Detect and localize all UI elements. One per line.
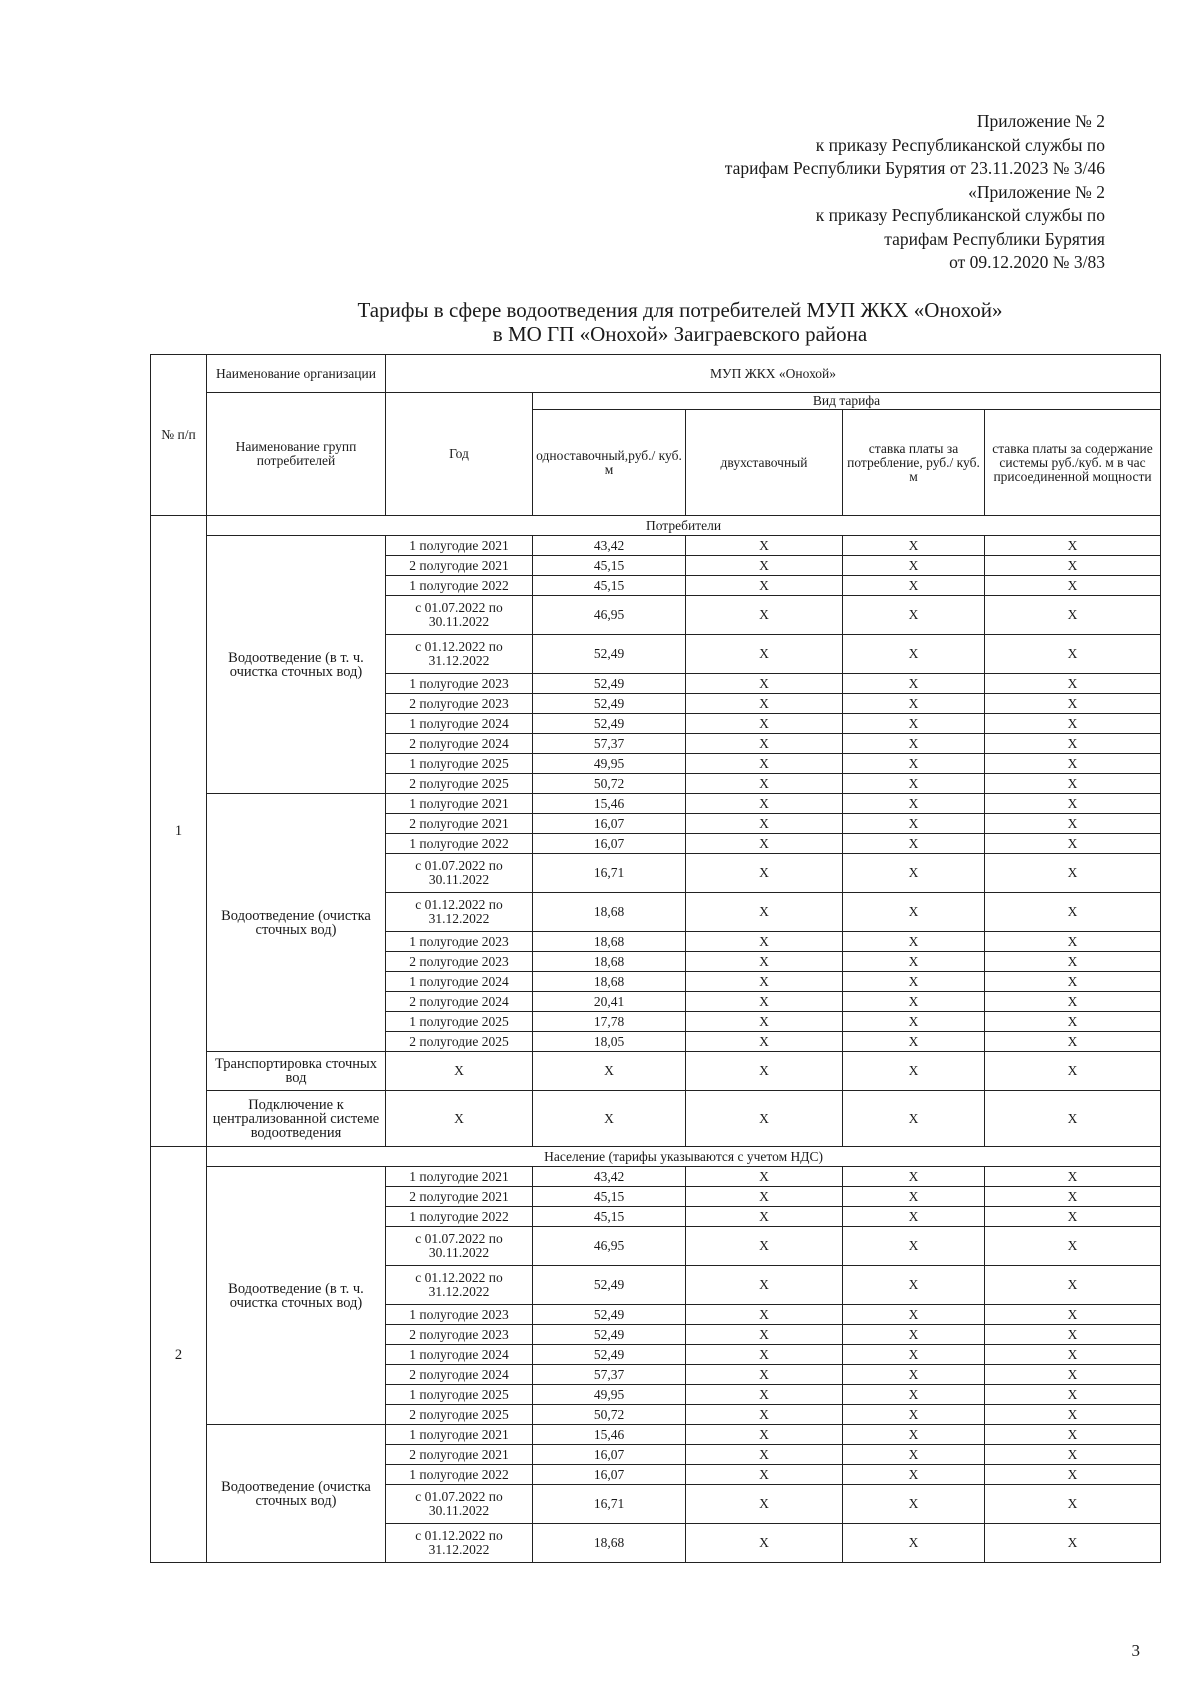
one-rate-value: 16,07 xyxy=(533,834,686,854)
two-rate-value: X xyxy=(686,1305,843,1325)
two-rate-value: X xyxy=(686,1012,843,1032)
header-line: от 09.12.2020 № 3/83 xyxy=(949,252,1105,272)
usage-rate-value: X xyxy=(843,1325,985,1345)
one-rate-value: 15,46 xyxy=(533,1425,686,1445)
usage-rate-value: X xyxy=(843,1091,985,1147)
two-rate-value: X xyxy=(686,1167,843,1187)
one-rate-value: 16,71 xyxy=(533,854,686,893)
period-cell: с 01.12.2022 по 31.12.2022 xyxy=(386,1266,533,1305)
maintenance-rate-value: X xyxy=(985,1227,1161,1266)
one-rate-value: 46,95 xyxy=(533,596,686,635)
period-cell: 2 полугодие 2021 xyxy=(386,814,533,834)
one-rate-value: 49,95 xyxy=(533,1385,686,1405)
usage-rate-value: X xyxy=(843,1167,985,1187)
period-cell: с 01.12.2022 по 31.12.2022 xyxy=(386,893,533,932)
table-row xyxy=(151,1425,1161,1445)
one-rate-value: 18,68 xyxy=(533,932,686,952)
usage-rate-value: X xyxy=(843,714,985,734)
col-header-org: Наименование организации xyxy=(207,355,386,393)
maintenance-rate-value: X xyxy=(985,1524,1161,1563)
two-rate-value: X xyxy=(686,932,843,952)
two-rate-value: X xyxy=(686,1405,843,1425)
period-cell: 2 полугодие 2021 xyxy=(386,1445,533,1465)
consumer-group-name: Водоотведение (в т. ч. очистка сточных вод) xyxy=(207,1167,386,1425)
period-cell: с 01.12.2022 по 31.12.2022 xyxy=(386,635,533,674)
usage-rate-value: X xyxy=(843,674,985,694)
maintenance-rate-value: X xyxy=(985,694,1161,714)
period-cell: 1 полугодие 2023 xyxy=(386,674,533,694)
period-cell: 1 полугодие 2021 xyxy=(386,1167,533,1187)
period-cell: 2 полугодие 2023 xyxy=(386,952,533,972)
usage-rate-value: X xyxy=(843,1365,985,1385)
col-header-usage-rate: ставка платы за потребление, руб./ куб. м xyxy=(843,410,985,516)
maintenance-rate-value: X xyxy=(985,576,1161,596)
period-cell: 2 полугодие 2025 xyxy=(386,1032,533,1052)
period-cell: 1 полугодие 2025 xyxy=(386,754,533,774)
period-cell: 1 полугодие 2022 xyxy=(386,1465,533,1485)
maintenance-rate-value: X xyxy=(985,1266,1161,1305)
one-rate-value: 18,68 xyxy=(533,893,686,932)
maintenance-rate-value: X xyxy=(985,754,1161,774)
maintenance-rate-value: X xyxy=(985,814,1161,834)
one-rate-value: 45,15 xyxy=(533,1187,686,1207)
one-rate-value: 50,72 xyxy=(533,1405,686,1425)
maintenance-rate-value: X xyxy=(985,1445,1161,1465)
period-cell: 1 полугодие 2022 xyxy=(386,576,533,596)
maintenance-rate-value: X xyxy=(985,734,1161,754)
usage-rate-value: X xyxy=(843,854,985,893)
one-rate-value: 16,71 xyxy=(533,1485,686,1524)
period-cell: с 01.07.2022 по 30.11.2022 xyxy=(386,1485,533,1524)
header-row xyxy=(151,355,1161,393)
table-row xyxy=(151,1052,1161,1091)
one-rate-value: 57,37 xyxy=(533,734,686,754)
one-rate-value: 52,49 xyxy=(533,694,686,714)
col-header-maintenance-rate: ставка платы за содержание системы руб./куб. м в час присоединенной мощности xyxy=(985,410,1161,516)
period-cell: 1 полугодие 2023 xyxy=(386,932,533,952)
one-rate-value: 18,68 xyxy=(533,972,686,992)
usage-rate-value: X xyxy=(843,1425,985,1445)
maintenance-rate-value: X xyxy=(985,1052,1161,1091)
usage-rate-value: X xyxy=(843,794,985,814)
col-header-groups: Наименование групп потребителей xyxy=(207,393,386,516)
two-rate-value: X xyxy=(686,1365,843,1385)
maintenance-rate-value: X xyxy=(985,1207,1161,1227)
header-line: к приказу Республиканской службы по xyxy=(815,134,1105,155)
period-cell: X xyxy=(386,1091,533,1147)
one-rate-value: 52,49 xyxy=(533,674,686,694)
col-header-two-rate: двухставочный xyxy=(686,410,843,516)
period-cell: 2 полугодие 2023 xyxy=(386,694,533,714)
section-number: 2 xyxy=(151,1147,207,1563)
maintenance-rate-value: X xyxy=(985,952,1161,972)
one-rate-value: 52,49 xyxy=(533,1325,686,1345)
maintenance-rate-value: X xyxy=(985,714,1161,734)
usage-rate-value: X xyxy=(843,596,985,635)
one-rate-value: 52,49 xyxy=(533,1345,686,1365)
period-cell: 1 полугодие 2021 xyxy=(386,536,533,556)
usage-rate-value: X xyxy=(843,893,985,932)
maintenance-rate-value: X xyxy=(985,1032,1161,1052)
usage-rate-value: X xyxy=(843,1305,985,1325)
two-rate-value: X xyxy=(686,734,843,754)
one-rate-value: X xyxy=(533,1091,686,1147)
maintenance-rate-value: X xyxy=(985,1345,1161,1365)
two-rate-value: X xyxy=(686,1227,843,1266)
one-rate-value: 20,41 xyxy=(533,992,686,1012)
one-rate-value: 18,68 xyxy=(533,1524,686,1563)
two-rate-value: X xyxy=(686,992,843,1012)
two-rate-value: X xyxy=(686,1385,843,1405)
usage-rate-value: X xyxy=(843,952,985,972)
maintenance-rate-value: X xyxy=(985,1167,1161,1187)
two-rate-value: X xyxy=(686,576,843,596)
maintenance-rate-value: X xyxy=(985,596,1161,635)
table-row xyxy=(151,536,1161,556)
maintenance-rate-value: X xyxy=(985,992,1161,1012)
usage-rate-value: X xyxy=(843,774,985,794)
maintenance-rate-value: X xyxy=(985,1485,1161,1524)
maintenance-rate-value: X xyxy=(985,674,1161,694)
usage-rate-value: X xyxy=(843,1485,985,1524)
page-number: 3 xyxy=(1131,1641,1140,1660)
usage-rate-value: X xyxy=(843,734,985,754)
maintenance-rate-value: X xyxy=(985,1305,1161,1325)
one-rate-value: 16,07 xyxy=(533,814,686,834)
usage-rate-value: X xyxy=(843,635,985,674)
usage-rate-value: X xyxy=(843,754,985,774)
two-rate-value: X xyxy=(686,635,843,674)
consumer-group-name: Водоотведение (очистка сточных вод) xyxy=(207,1425,386,1563)
two-rate-value: X xyxy=(686,1445,843,1465)
header-line: к приказу Республиканской службы по xyxy=(815,205,1105,225)
one-rate-value: 15,46 xyxy=(533,794,686,814)
one-rate-value: 45,15 xyxy=(533,556,686,576)
maintenance-rate-value: X xyxy=(985,536,1161,556)
usage-rate-value: X xyxy=(843,1345,985,1365)
title-line-1: Тарифы в сфере водоотведения для потребителей МУП ЖКХ «Онохой» xyxy=(357,298,1003,322)
two-rate-value: X xyxy=(686,596,843,635)
header-line: «Приложение № 2 xyxy=(968,181,1105,202)
two-rate-value: X xyxy=(686,854,843,893)
table-row xyxy=(151,794,1161,814)
period-cell: 1 полугодие 2024 xyxy=(386,1345,533,1365)
one-rate-value: 45,15 xyxy=(533,1207,686,1227)
period-cell: 1 полугодие 2025 xyxy=(386,1385,533,1405)
period-cell: 1 полугодие 2022 xyxy=(386,834,533,854)
one-rate-value: 57,37 xyxy=(533,1365,686,1385)
two-rate-value: X xyxy=(686,1425,843,1445)
document-title xyxy=(0,298,1200,346)
two-rate-value: X xyxy=(686,1325,843,1345)
two-rate-value: X xyxy=(686,1524,843,1563)
table-row xyxy=(151,1167,1161,1187)
maintenance-rate-value: X xyxy=(985,1091,1161,1147)
header-line: тарифам Республики Бурятия xyxy=(884,228,1105,249)
one-rate-value: 18,68 xyxy=(533,952,686,972)
one-rate-value: 16,07 xyxy=(533,1465,686,1485)
usage-rate-value: X xyxy=(843,1207,985,1227)
section-label: Потребители xyxy=(207,516,1161,536)
usage-rate-value: X xyxy=(843,1032,985,1052)
maintenance-rate-value: X xyxy=(985,774,1161,794)
title-line-2: в МО ГП «Онохой» Заиграевского района xyxy=(492,322,868,346)
col-header-tariff-type: Вид тарифа xyxy=(533,393,1161,410)
one-rate-value: 45,15 xyxy=(533,576,686,596)
period-cell: 1 полугодие 2022 xyxy=(386,1207,533,1227)
one-rate-value: 43,42 xyxy=(533,536,686,556)
period-cell: с 01.07.2022 по 30.11.2022 xyxy=(386,596,533,635)
two-rate-value: X xyxy=(686,814,843,834)
table-row xyxy=(151,516,1161,536)
one-rate-value: X xyxy=(533,1052,686,1091)
usage-rate-value: X xyxy=(843,1445,985,1465)
period-cell: 1 полугодие 2025 xyxy=(386,1012,533,1032)
one-rate-value: 18,05 xyxy=(533,1032,686,1052)
one-rate-value: 49,95 xyxy=(533,754,686,774)
maintenance-rate-value: X xyxy=(985,854,1161,893)
table-row xyxy=(151,1091,1161,1147)
maintenance-rate-value: X xyxy=(985,972,1161,992)
usage-rate-value: X xyxy=(843,1385,985,1405)
two-rate-value: X xyxy=(686,536,843,556)
maintenance-rate-value: X xyxy=(985,1325,1161,1345)
two-rate-value: X xyxy=(686,972,843,992)
one-rate-value: 16,07 xyxy=(533,1445,686,1465)
two-rate-value: X xyxy=(686,694,843,714)
consumer-group-name: Водоотведение (в т. ч. очистка сточных вод) xyxy=(207,536,386,794)
period-cell: 2 полугодие 2024 xyxy=(386,1365,533,1385)
org-name: МУП ЖКХ «Онохой» xyxy=(386,355,1161,393)
two-rate-value: X xyxy=(686,1266,843,1305)
period-cell: с 01.07.2022 по 30.11.2022 xyxy=(386,1227,533,1266)
usage-rate-value: X xyxy=(843,1465,985,1485)
maintenance-rate-value: X xyxy=(985,635,1161,674)
col-header-num: № п/п xyxy=(151,355,207,516)
two-rate-value: X xyxy=(686,1207,843,1227)
usage-rate-value: X xyxy=(843,834,985,854)
period-cell: 1 полугодие 2024 xyxy=(386,972,533,992)
two-rate-value: X xyxy=(686,893,843,932)
maintenance-rate-value: X xyxy=(985,1012,1161,1032)
consumer-group-name: Подключение к централизованной системе водоотведения xyxy=(207,1091,386,1147)
two-rate-value: X xyxy=(686,1032,843,1052)
one-rate-value: 17,78 xyxy=(533,1012,686,1032)
period-cell: 2 полугодие 2025 xyxy=(386,774,533,794)
maintenance-rate-value: X xyxy=(985,556,1161,576)
tariff-table-body xyxy=(151,355,1161,1563)
usage-rate-value: X xyxy=(843,1012,985,1032)
maintenance-rate-value: X xyxy=(985,1465,1161,1485)
maintenance-rate-value: X xyxy=(985,893,1161,932)
period-cell: с 01.07.2022 по 30.11.2022 xyxy=(386,854,533,893)
usage-rate-value: X xyxy=(843,972,985,992)
period-cell: 2 полугодие 2021 xyxy=(386,1187,533,1207)
maintenance-rate-value: X xyxy=(985,794,1161,814)
period-cell: с 01.12.2022 по 31.12.2022 xyxy=(386,1524,533,1563)
period-cell: 1 полугодие 2021 xyxy=(386,794,533,814)
period-cell: 2 полугодие 2024 xyxy=(386,992,533,1012)
header-line: Приложение № 2 xyxy=(976,111,1105,131)
one-rate-value: 43,42 xyxy=(533,1167,686,1187)
usage-rate-value: X xyxy=(843,536,985,556)
usage-rate-value: X xyxy=(843,932,985,952)
usage-rate-value: X xyxy=(843,576,985,596)
section-number: 1 xyxy=(151,516,207,1147)
usage-rate-value: X xyxy=(843,992,985,1012)
usage-rate-value: X xyxy=(843,1524,985,1563)
two-rate-value: X xyxy=(686,1052,843,1091)
two-rate-value: X xyxy=(686,674,843,694)
section-label: Население (тарифы указываются с учетом НДС) xyxy=(207,1147,1161,1167)
two-rate-value: X xyxy=(686,714,843,734)
maintenance-rate-value: X xyxy=(985,1187,1161,1207)
usage-rate-value: X xyxy=(843,694,985,714)
usage-rate-value: X xyxy=(843,556,985,576)
one-rate-value: 46,95 xyxy=(533,1227,686,1266)
maintenance-rate-value: X xyxy=(985,834,1161,854)
period-cell: 2 полугодие 2023 xyxy=(386,1325,533,1345)
header-row xyxy=(151,393,1161,410)
tariff-table xyxy=(150,354,1161,1563)
two-rate-value: X xyxy=(686,1465,843,1485)
one-rate-value: 52,49 xyxy=(533,1266,686,1305)
header-line: тарифам Республики Бурятия от 23.11.2023 № 3/46 xyxy=(724,158,1105,178)
period-cell: X xyxy=(386,1052,533,1091)
one-rate-value: 50,72 xyxy=(533,774,686,794)
one-rate-value: 52,49 xyxy=(533,714,686,734)
one-rate-value: 52,49 xyxy=(533,635,686,674)
two-rate-value: X xyxy=(686,1187,843,1207)
usage-rate-value: X xyxy=(843,1405,985,1425)
appendix-header xyxy=(725,110,1105,275)
two-rate-value: X xyxy=(686,754,843,774)
period-cell: 2 полугодие 2025 xyxy=(386,1405,533,1425)
period-cell: 1 полугодие 2021 xyxy=(386,1425,533,1445)
two-rate-value: X xyxy=(686,556,843,576)
period-cell: 2 полугодие 2024 xyxy=(386,734,533,754)
usage-rate-value: X xyxy=(843,1266,985,1305)
usage-rate-value: X xyxy=(843,814,985,834)
maintenance-rate-value: X xyxy=(985,1425,1161,1445)
col-header-year: Год xyxy=(386,393,533,516)
two-rate-value: X xyxy=(686,952,843,972)
maintenance-rate-value: X xyxy=(985,932,1161,952)
two-rate-value: X xyxy=(686,1485,843,1524)
consumer-group-name: Транспортировка сточных вод xyxy=(207,1052,386,1091)
period-cell: 1 полугодие 2023 xyxy=(386,1305,533,1325)
period-cell: 1 полугодие 2024 xyxy=(386,714,533,734)
one-rate-value: 52,49 xyxy=(533,1305,686,1325)
col-header-one-rate: одноставочный,руб./ куб. м xyxy=(533,410,686,516)
consumer-group-name: Водоотведение (очистка сточных вод) xyxy=(207,794,386,1052)
usage-rate-value: X xyxy=(843,1187,985,1207)
maintenance-rate-value: X xyxy=(985,1405,1161,1425)
two-rate-value: X xyxy=(686,774,843,794)
period-cell: 2 полугодие 2021 xyxy=(386,556,533,576)
usage-rate-value: X xyxy=(843,1052,985,1091)
maintenance-rate-value: X xyxy=(985,1385,1161,1405)
usage-rate-value: X xyxy=(843,1227,985,1266)
two-rate-value: X xyxy=(686,1345,843,1365)
maintenance-rate-value: X xyxy=(985,1365,1161,1385)
two-rate-value: X xyxy=(686,834,843,854)
table-row xyxy=(151,1147,1161,1167)
two-rate-value: X xyxy=(686,1091,843,1147)
two-rate-value: X xyxy=(686,794,843,814)
